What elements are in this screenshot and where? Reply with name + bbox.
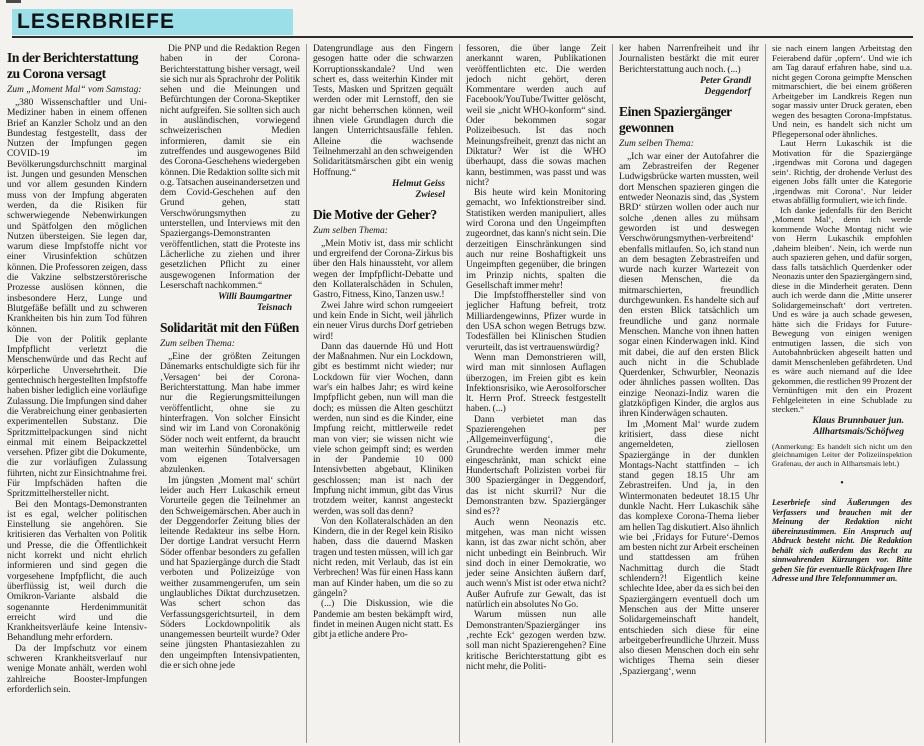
newspaper-column-5 xyxy=(612,44,759,743)
editorial-note: (Anmerkung: Es handelt sich nicht um den gleichnamigen Leiter der Polizeiinspektion Grafenau, der auch in Allhartsmais lebt.) xyxy=(772,441,912,469)
letter-paragraph-continued: ker haben Narrenfreiheit und ihr Journalisten bestärkt die mit eurer Berichterstattung auch noch. (...) xyxy=(619,44,759,75)
letter-headline: Die Motive der Geher? xyxy=(313,206,437,222)
letter-paragraph: Auch wenn Neonazis etc. mitgehen, was man nicht wissen kann, ist das zwar nicht schön, aber nicht unbedingt ein Beinbruch. Wir sind doch in einer Demokratie, wo jeder seine Ansichten äußern darf, auch wenn's Mist ist oder etwa nicht? Außer Aufrufe zur Gewalt, das ist natürlich ein absolutes No Go. xyxy=(466,517,606,611)
letter-paragraph: „Mein Motiv ist, dass mir schlicht und ergreifend der Corona-Zirkus bis über den Hals hinaussteht, vor allem wegen der Impfpflicht-Debatte und den Kollateralschäden in Schulen, Gastro, Fitness, Kino, Tanzen usw.! xyxy=(313,238,453,301)
section-header xyxy=(12,9,293,35)
letter-subhead: Zum selben Thema: xyxy=(619,138,694,149)
header-rule xyxy=(12,36,913,38)
letter-paragraph: Dann das dauernde Hü und Hott der Maßnahmen. Nur ein Lockdown, gibt es bestimmt nicht wieder; nur Lockdown für vier Wochen, dann war's ein halbes Jahr; es wird keine Impfpflicht geben, nun will man die doch; es müssen die Alten geschützt werden, nun sind es die Kinder, eine Impfung reicht, mittlerweile redet man von vier; sie wissen nicht wie viele schon geimpft sind; es werden in der Pandemie 10 000 Intensivbetten abgebaut, Kliniken geschlossen; man ist nach der Impfung nicht immun, gibt das Virus trotzdem weiter, kannst angesteckt werden, was soll das denn? xyxy=(313,341,453,517)
letter-paragraph: (...) Die Diskussion, wie die Pandemie am besten bekämpft wird, findet in meinen Augen nicht statt. Es gibt ja etliche andere Pro- xyxy=(313,599,453,641)
newspaper-column-2 xyxy=(160,44,300,743)
signature-name: Willi Baumgartner xyxy=(218,292,292,303)
signature-name: Helmut Geiss xyxy=(391,178,445,189)
letter-paragraph: Laut Herrn Lukaschik ist die Motivation für die Spaziergänge ‚irgendwas mit Corona und dagegen sein‘. Richtig, der drohende Verlust des eigenen Jobs fällt unter die Kategorie ‚irgendwas mit Corona‘. Nur leider etwas abfällig formuliert, wie ich finde. xyxy=(772,138,912,205)
letter-paragraph: Die Impfstoffhersteller sind von jeglicher Haftung befreit, trotz Milliardengewinns, Pfizer wurde in den USA schon wegen Betrugs bzw. Todesfällen bei Klinischen Studien verurteilt, das ist vertrauenswürdig? xyxy=(466,291,606,353)
letter-subhead: Zum selben Thema: xyxy=(313,225,388,236)
letter-subhead: Zum „Moment Mal“ vom Samstag: xyxy=(7,85,142,95)
letter-paragraph: Im ‚Moment Mal‘ wurde zudem kritisiert, dass diese nicht angemeldeten, ziellosen Spaziergänge in der dunklen Montags-Nacht stattfinden – ich stand gegen 18.15 Uhr am Zebrastreifen. Und ja, in den Wintermonaten bedeutet 18.15 Uhr dunkle Nacht. Herr Lukaschik sähe das komplexe Corona-Thema lieber am hellen Tag diskutiert. Also ähnlich wie bei ‚Fridays for Future‘-Demos am besten nicht zur Arbeit erscheinen und stattdessen am frühen Nachmittag durch die Stadt schlendern?! Eigentlich keine schlechte Idee, aber da es sich bei den Spaziergängern eventuell doch um Menschen aus der Mitte unserer Solidargemeinschaft handelt, entschieden sich diese für eine arbeitgeberfreundliche Uhrzeit. Muss also diesen Menschen doch ein sehr wichtiges Thema sein dieser ‚Spaziergang‘, wenn xyxy=(619,419,759,677)
letter-paragraph: Da der Impfschutz vor einem schweren Krankheitsverlauf nur wenige Monate anhält, werden wohl zahlreiche Booster-Impfungen erforderlich sein. xyxy=(7,643,147,695)
letter-signature xyxy=(313,179,453,201)
editorial-footnote: Leserbriefe sind Äußerungen des Verfassers und brauchen mit der Meinung der Redaktion nicht übereinzustimmen. Ein Anspruch auf Abdruck besteht nicht. Die Redaktion behält sich außerdem das Recht zu sinnwahrenden Kürzungen vor. Bitte geben Sie für eventuelle Rückfragen Ihre Adresse und Ihre Telefonnummer an. xyxy=(772,498,912,584)
section-title: LESERBRIEFE xyxy=(12,9,293,35)
letter-paragraph: Im jüngsten ‚Moment mal‘ schürt leider auch Herr Lukaschik erneut Vorurteile gegen die Teilnehmer an den Schweigemärschen. Aber auch in der Deggendorfer Zeitung blies der leitende Redakteur ins selbe Horn. Der dortige Landrat versucht Herrn Söder offenbar besonders zu gefallen und hat Spaziergänge durch die Stadt verboten und Polizeizüge von weither zusammengerufen, um sein unglaubliches Diktat durchzusetzen. Was schert schon das Verfassungsgerichtsurteil, in dem Söders Lockdownpolitik als unangemessen beurteilt wurde? Oder seine jüngsten Phantasiezahlen zu den ungeimpften Intensivpatienten, die er sich ohne jede xyxy=(160,475,300,672)
letter-paragraph: Zwei Jahre wird schon rumgeeiert und kein Ende in Sicht, weil jährlich ein neuer Virus durchs Dorf getrieben wird! xyxy=(313,300,453,342)
newspaper-column-4 xyxy=(459,44,606,743)
newspaper-column-6 xyxy=(765,44,912,743)
letter-paragraph: Die von der Politik geplante Impfpflicht verletzt die Menschenwürde und das Recht auf körperliche Unversehrtheit. Die gentechnisch hergestellten Impfstoffe haben bisher lediglich eine vorläufige Zulassung. Die Impfungen sind daher die Verabreichung einer genbasierten experimentellen Substanz. Die Spritzmittelpackungen sind nicht einmal mit einem Beipackzettel versehen. Pfizer gibt die Dokumente, die zur vorläufigen Zulassung führten, nicht zur Einsichtnahme frei. Für Impfschäden haften die Spritzmittelhersteller nicht. xyxy=(7,334,147,500)
letter-paragraph-continued: fessoren, die über lange Zeit anerkannt waren, Publikationen veröffentlichten etc. Die werden jedoch nicht gehört, deren Kommentare werden auch auf Facebook/YouTube/Twitter gelöscht, weil sie „nicht WHO-konform“ sind. Oder bekommen sogar Polizeibesuch. Ist das noch Meinungsfreiheit, grenzt das nicht an Diktatur? Wer ist die WHO überhaupt, dass die sowas machen kann, bestimmen, was passt und was nicht? xyxy=(466,44,606,188)
letter-headline: In der Berichterstattung zu Corona versagt xyxy=(7,50,139,81)
letter-subhead: Zum selben Thema: xyxy=(160,339,235,350)
letter-signature xyxy=(160,292,300,314)
signature-place: Zwiesel xyxy=(415,189,445,200)
letter-headline: Einen Spaziergänger gewonnen xyxy=(619,103,732,135)
letter-paragraph-continued: sie nach einem langen Arbeitstag den Feierabend dafür ‚opfern‘. Und wie ich am Tag darauf erfahren habe, sind u.a. nicht gegen Corona geimpfte Menschen mitmarschiert, die bei einem größeren Arbeitgeber im Landkreis Regen nun sogar massiv unter Druck geraten, eben wegen des besagten Corona-Impfstatus. Und nein, es handelt sich nicht um Pflegepersonal oder ähnliches. xyxy=(772,44,912,139)
letter-signature xyxy=(772,416,912,438)
signature-place: Deggendorf xyxy=(704,86,751,97)
letters-columns xyxy=(7,44,917,743)
signature-place: Allhartsmais/Schöfweg xyxy=(813,426,904,437)
newspaper-column-3 xyxy=(306,44,453,743)
letter-paragraph: Ich danke jedenfalls für den Bericht ‚Moment Mal‘, denn ich werde kommende Woche Montag nicht wie von Herrn Lukaschik empfohlen ‚daheim bleiben‘. Nein, ich werde nun auch spazieren gehen, und dafür sorgen, dass falls tatsächlich Querdenker oder Neonazis unter den Spaziergängern sind, diese in die Minderheit geraten. Denn auch ich werde dann die ‚Mitte unserer Solidargemeinschaft‘ dort vertreten. Und es wäre ja auch schade gewesen, hätte sich die Fridays for Future-Bewegung von einigen wenigen entmutigen lassen, die sich von Autobahnbrücken abgeseilt hatten und damit Menschenleben gefährdeten. Und es wäre auch niemand auf die Idee gekommen, die restlichen 99 Prozent der Vernünftigen mit den ein Prozent Fehlgeleiteten in eine Schublade zu stecken.“ xyxy=(772,204,912,414)
letter-paragraph: Wenn man Demonstrieren will, wird man mit sinnlosen Auflagen überzogen, im Freien gibt es kein Infektionsrisiko, wie Aerosolforscher lt. Herrn Prof. Streeck festgestellt haben. (...) xyxy=(466,352,606,415)
letter-paragraph: Bis heute wird kein Monitoring gemacht, wo Infektionstreiber sind. Statistiken werden manipuliert, alles wird Corona und den Ungeimpften zugeordnet, das kann's nicht sein. Die derzeitigen Einschränkungen sind auch nur reine Boshaftigkeit uns Ungeimpften gegenüber, die bringen im Prinzip nichts, spalten die Gesellschaft immer mehr! xyxy=(466,188,606,291)
letter-paragraph: Warum müssen nun alle Demonstranten/Spaziergänger ins ‚rechte Eck‘ gezogen werden bzw. soll man nicht Spazierengehen? Eine kritische Berichterstattung gibt es nicht mehr, die Politi- xyxy=(466,610,606,672)
letter-paragraph: Die PNP und die Redaktion Regen haben in der Corona-Berichterstattung bisher versagt, weil sie sich nur als Sprachrohr der Politik sehen und die Meinungen und Befürchtungen der Corona-Skeptiker nicht aufgreifen. Sie sollten sich auch in ausländischen, vorwiegend schweizerischen Medien informieren, damit sie ein zutreffendes und ausgewogenes Bild des Corona-Geschehens wiedergeben können. Die Redaktion sollte sich mit o.g. Tatsachen auseinandersetzen und dem Covid-Geschehen auf den Grund gehen, statt Verschwörungsmythen zu unterstellen, und Interviews mit den Spaziergangs-Demonstranten veröffentlichen, statt die Proteste ins Lächerliche zu ziehen und ihrer gesetzlichen Pflicht zu einer ausgewogenen Information der Leserschaft nachkommen.“ xyxy=(160,44,300,291)
letter-paragraph: „Eine der größten Zeitungen Dänemarks entschuldigte sich für ihr ‚Versagen‘ bei der Corona-Berichterstattung. Man habe immer nur die Regierungsmitteilungen veröffentlicht, ohne sie zu hinterfragen. Von solcher Einsicht sind wir im Land von Coronakönig Söder noch weit entfernt, da braucht man weiterhin Sündenböcke, um vom eigenen Totalversagen abzulenken. xyxy=(160,352,300,476)
letter-headline: Solidarität mit den Füßen xyxy=(160,320,299,336)
scan-artifact-mark xyxy=(6,0,21,3)
letter-paragraph: Dann verbietet man das Spazierengehen per ‚Allgemeinverfügung‘, die Grundrechte werden immer mehr eingeschränkt, man schickt eine Hundertschaft Polizisten vorbei für 300 Spaziergänger in Deggendorf, das ist nicht skurril? Nur die Demonstranten bzw. Spaziergänger sind es?? xyxy=(466,414,606,518)
signature-place: Teisnach xyxy=(256,303,292,314)
letter-paragraph: „380 Wissenschaftler und Uni-Mediziner haben in einem offenen Brief an Kanzler Scholz und an den Bundestag festgestellt, dass der Nutzen der Impfungen gegen COVID-19 im Bevölkerungsdurchschnitt marginal ist. Jungen und gesunden Menschen und vor allem gesunden Kindern muss von der Impfung abgeraten werden, da die Risiken für schwerwiegende Nebenwirkungen und Spätfolgen den möglichen Nutzen übersteigen. Sie legen dar, warum diese Impfstoffe nicht vor einer Virusinfektion schützen können. Die Professoren zeigen, dass die Vakzine selbstzerstörerische Prozesse auslösen können, die insbesondere Herz, Lunge und Blutgefäße befällt und zu schweren Krankheiten bis hin zum Tod führen können. xyxy=(7,98,147,335)
signature-name: Peter Grandl xyxy=(700,75,751,86)
letter-signature xyxy=(619,76,759,98)
letter-paragraph: Bei den Montags-Demonstranten ist es egal, welcher politischen Einstellung sie angehören. Sie kritisieren das Verhalten von Politik und Presse, die die Öffentlichkeit nicht korrekt und nicht ehrlich informieren und sind gegen die vorgesehene Impfpflicht, die auch überflüssig ist, weil durch die Omikron-Variante alsbald die sogenannte Herdenimmunität erreicht wird und die Krankheitsverläufe keine Intensiv-Behandlung mehr erfordern. xyxy=(7,499,147,644)
letter-paragraph-continued: Datengrundlage aus den Fingern gesogen hatte oder die schwarzen Korruptionsskandale? Und wen schert es, dass weiterhin Kinder mit Tests, Masken und Spritzen gequält werden oder mit Lernstoff, den sie gar nicht beherrschen können, weil ihnen viele Grundlagen durch die langen Unterrichtsausfälle fehlen. Alleine die wachsende Teilnehmerzahl an den schweigenden Solidaritätsmärschen gibt ein wenig Hoffnung.“ xyxy=(313,44,453,178)
separator-dot: • xyxy=(840,478,844,490)
signature-name: Klaus Brunnbauer jun. xyxy=(812,415,904,426)
letter-paragraph: Von den Kollateralschäden an den Kindern, die in der Regel kein Risiko haben, dass die dauernd Masken tragen und testen müssen, will ich gar nicht reden, mit Verlaub, das ist ein Verbrechen! Was für einen Hass kann man auf Kinder haben, um die so zu gängeln? xyxy=(313,516,453,599)
letter-paragraph: „Ich war einer der Autofahrer die am Zebrastreifen der Regener Ludwigsbrücke warten mussten, weil dort Menschen spazieren gingen die entweder Neonazis sind, das ‚System BRD‘ stürzen wollen oder auch nur solche ‚denen alles zu mühsam geworden ist und deswegen Verschwörungsmythen-verbreitend‘ ebenfalls mitlaufen. So, ich stand nun an dem besagten Zebrastreifen und wurde nach kurzer Wartezeit von diesen Menschen, die da mitmarschierten, freundlich durchgewunken. Es handelte sich auf den ersten Blick tatsächlich um freundliche und ganz normale Menschen. Manche von ihnen hatten sogar einen Kinderwagen inkl. Kind mit dabei, die auf den ersten Blick auch nicht in die Schublade Querdenker, Schwurbler, Neonazis oder ähnliches passen wollten. Das einzige Neonazi-Indiz waren die glatzköpfigen Kinder, die arglos aus ihren Kinderwägen schauten. xyxy=(619,151,759,420)
newspaper-column-1 xyxy=(7,44,147,743)
